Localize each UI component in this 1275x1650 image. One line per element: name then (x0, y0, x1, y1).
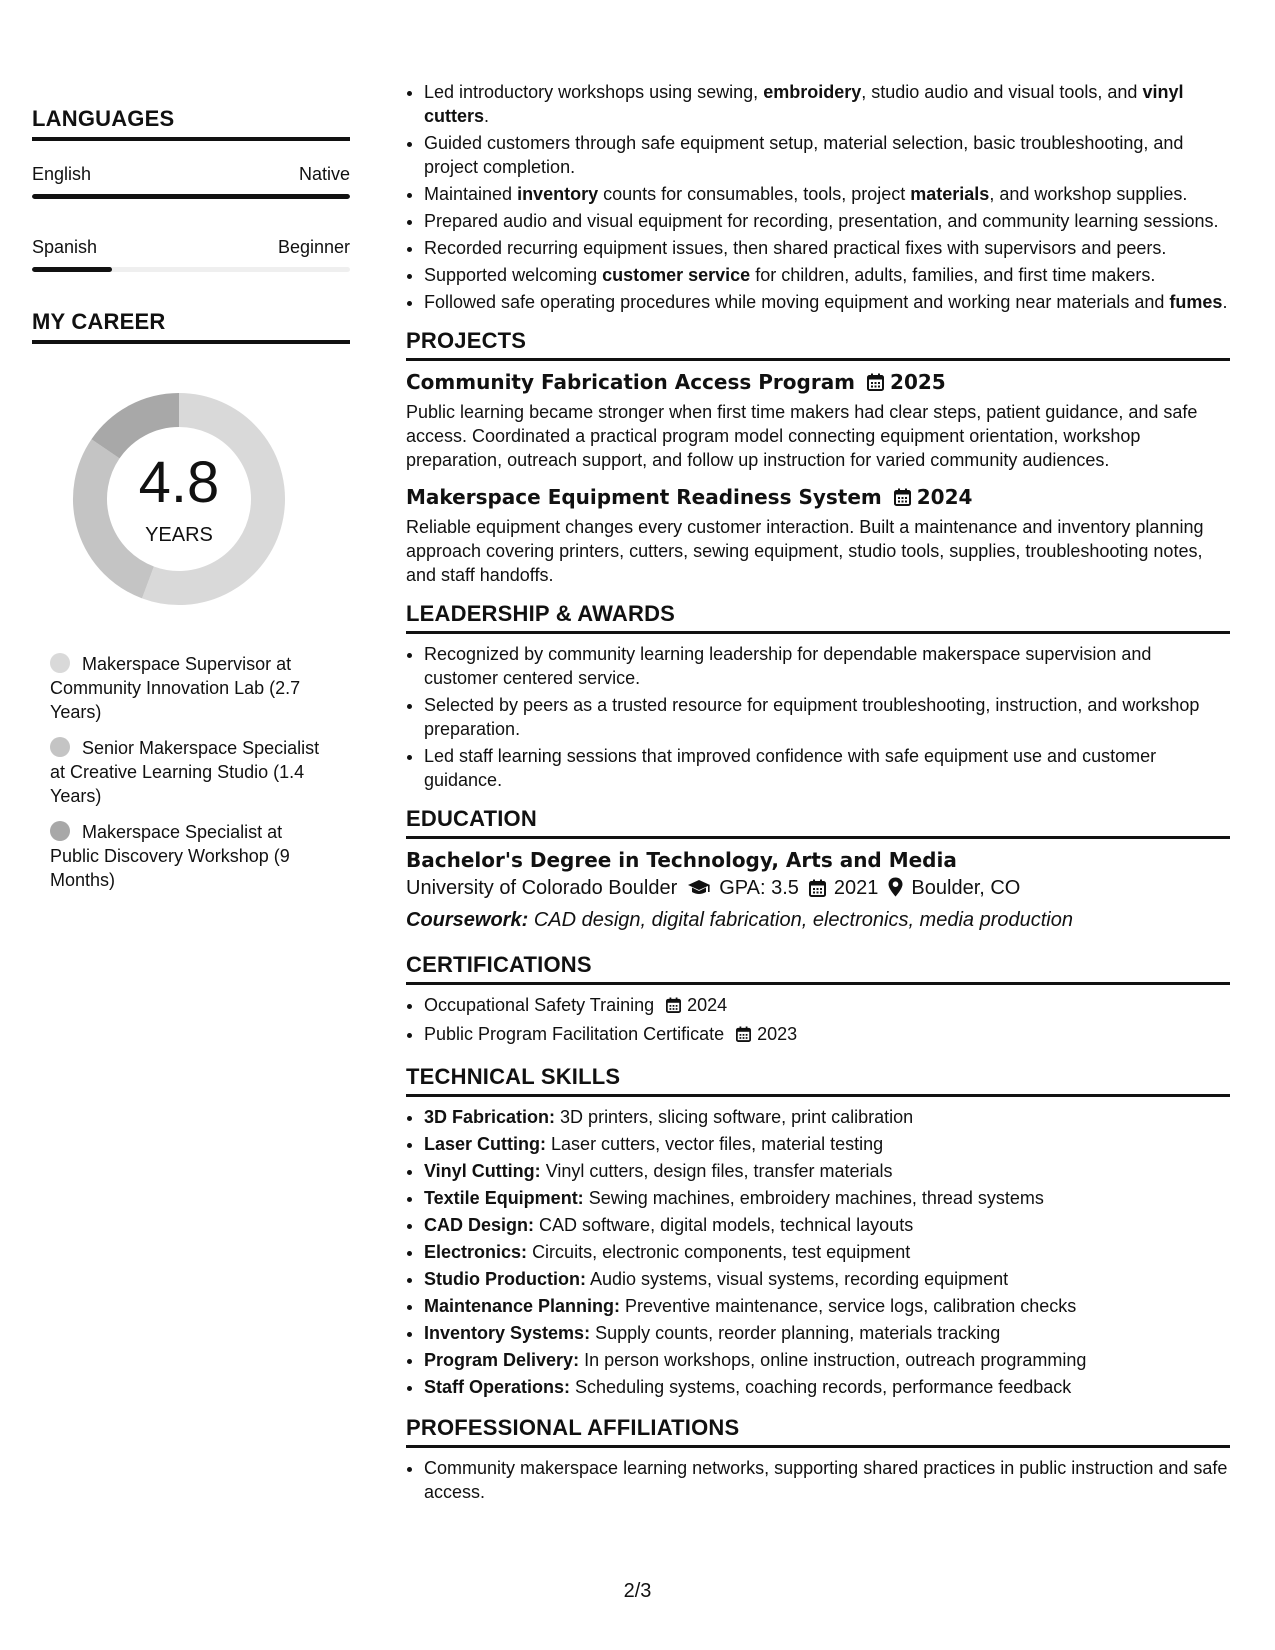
skills-section (406, 1064, 1230, 1399)
leadership-list (406, 642, 1230, 792)
calendar-icon (867, 371, 884, 397)
language-item-english (32, 163, 350, 199)
skill-label: Studio Production: (424, 1269, 586, 1289)
skill-item (424, 1267, 1230, 1291)
legend-dot (50, 821, 70, 841)
education-heading: EDUCATION (406, 806, 1230, 839)
skill-value: In person workshops, online instruction, outreach programming (584, 1350, 1087, 1370)
graduation-year: 2021 (833, 877, 879, 899)
language-proficiency-fill (32, 194, 350, 199)
skill-label: Maintenance Planning: (424, 1296, 621, 1316)
location: Boulder, CO (911, 877, 1021, 899)
project-description: Reliable equipment changes every customer interaction. Built a maintenance and inventory planning approach covering printers, cutters, sewing equipment, studio tools, supplies, troubleshooting notes, and staff handoffs. (406, 517, 1204, 585)
degree-title: Bachelor's Degree in Technology, Arts and Media (406, 848, 957, 872)
skill-label: 3D Fabrication: (424, 1107, 556, 1127)
skill-label: Program Delivery: (424, 1350, 580, 1370)
affiliation-item: • Community makerspace learning networks, supporting shared practices in public instruction and safe access. (424, 1456, 1230, 1504)
project-description: Public learning became stronger when first time makers had clear steps, patient guidance, and safe access. Coordinated a practical program model connecting equipment orientation, workshop preparation, outreach support, and follow up instruction for varied community audiences. (406, 402, 1198, 470)
skill-label: Vinyl Cutting: (424, 1161, 541, 1181)
language-proficiency-bar (32, 194, 350, 199)
coursework-label: Coursework: (406, 909, 529, 931)
calendar-icon (894, 486, 911, 512)
graduation-cap-icon (687, 876, 711, 906)
legend-label: Senior Makerspace Specialist at Creative Learning Studio (1.4 Years) (50, 738, 320, 806)
experience-bullet: • Guided customers through safe equipment setup, material selection, basic troubleshooting, and project completion. (424, 131, 1230, 179)
skill-item (424, 1159, 1230, 1183)
project-title: Makerspace Equipment Readiness System 2024 (406, 484, 1230, 512)
career-donut-chart (64, 384, 294, 614)
experience-bullet: • Supported welcoming customer service for children, adults, families, and first time makers. (424, 263, 1230, 287)
experience-bullet: • Maintained inventory counts for consumables, tools, project materials, and workshop supplies. (424, 182, 1230, 206)
projects-section (406, 328, 1230, 587)
leadership-item: • Led staff learning sessions that improved confidence with safe equipment use and customer guidance. (424, 744, 1230, 792)
experience-bullet: • Followed safe operating procedures while moving equipment and working near materials and fumes. (424, 290, 1230, 314)
skill-value: Supply counts, reorder planning, materials tracking (595, 1323, 1001, 1343)
skill-item (424, 1321, 1230, 1345)
leadership-heading: LEADERSHIP & AWARDS (406, 601, 1230, 634)
affiliations-heading: PROFESSIONAL AFFILIATIONS (406, 1415, 1230, 1448)
coursework (406, 906, 1230, 934)
certification-item: • Public Program Facilitation Certificate 2023 (424, 1022, 1230, 1048)
skill-item (424, 1213, 1230, 1237)
certification-year: 2023 (757, 1024, 798, 1044)
language-proficiency-fill (32, 267, 112, 272)
skill-label: CAD Design: (424, 1215, 535, 1235)
skill-value: CAD software, digital models, technical layouts (539, 1215, 914, 1235)
language-proficiency-bar (32, 267, 350, 272)
certifications-section (406, 952, 1230, 1048)
skill-item (424, 1294, 1230, 1318)
skill-value: Audio systems, visual systems, recording equipment (590, 1269, 1009, 1289)
skill-value: Circuits, electronic components, test equipment (532, 1242, 911, 1262)
skill-item (424, 1186, 1230, 1210)
languages-heading: LANGUAGES (32, 106, 350, 141)
languages-list (32, 163, 350, 272)
leadership-section (406, 601, 1230, 792)
experience-bullets (406, 80, 1230, 314)
skill-item (424, 1105, 1230, 1129)
calendar-icon (666, 995, 681, 1019)
education-section (406, 806, 1230, 934)
skills-list (406, 1105, 1230, 1399)
legend-dot (50, 653, 70, 673)
project-title: Community Fabrication Access Program 2025 (406, 369, 1230, 397)
career-legend-item (50, 736, 330, 808)
career-heading: MY CAREER (32, 309, 350, 344)
skill-label: Laser Cutting: (424, 1134, 547, 1154)
calendar-icon (736, 1024, 751, 1048)
school-name: University of Colorado Boulder (406, 877, 678, 899)
projects-heading: PROJECTS (406, 328, 1230, 361)
language-level: Native (298, 164, 350, 184)
certification-year: 2024 (687, 995, 728, 1015)
skill-value: Vinyl cutters, design files, transfer materials (545, 1161, 893, 1181)
coursework-list: CAD design, digital fabrication, electronics, media production (533, 909, 1073, 931)
project-year: 2024 (916, 485, 973, 509)
main-column (406, 80, 1230, 1507)
skill-value: Laser cutters, vector files, material testing (551, 1134, 884, 1154)
skill-value: 3D printers, slicing software, print calibration (560, 1107, 914, 1127)
sidebar (32, 106, 350, 904)
skills-heading: TECHNICAL SKILLS (406, 1064, 1230, 1097)
location-pin-icon (888, 876, 903, 906)
certifications-heading: CERTIFICATIONS (406, 952, 1230, 985)
career-legend (50, 652, 330, 892)
skill-item (424, 1240, 1230, 1264)
skill-label: Textile Equipment: (424, 1188, 584, 1208)
language-name: Spanish (32, 237, 98, 257)
skill-value: Preventive maintenance, service logs, calibration checks (625, 1296, 1077, 1316)
language-level: Beginner (277, 237, 350, 257)
affiliations-section (406, 1415, 1230, 1504)
gpa: GPA: 3.5 (719, 877, 799, 899)
experience-bullet: • Prepared audio and visual equipment for recording, presentation, and community learning sessions. (424, 209, 1230, 233)
leadership-item: • Recognized by community learning leadership for dependable makerspace supervision and customer centered service. (424, 642, 1230, 690)
skill-label: Electronics: (424, 1242, 528, 1262)
affiliations-list (406, 1456, 1230, 1504)
skill-value: Scheduling systems, coaching records, performance feedback (575, 1377, 1072, 1397)
experience-bullet: • Led introductory workshops using sewing, embroidery, studio audio and visual tools, and vinyl cutters. (424, 80, 1230, 128)
career-legend-item (50, 652, 330, 724)
certifications-list (406, 993, 1230, 1048)
skill-item (424, 1375, 1230, 1399)
page-number: 2/3 (623, 1580, 652, 1602)
certification-item: • Occupational Safety Training 2024 (424, 993, 1230, 1019)
project-year: 2025 (890, 370, 946, 394)
skill-label: Inventory Systems: (424, 1323, 591, 1343)
skill-value: Sewing machines, embroidery machines, thread systems (588, 1188, 1044, 1208)
language-item-spanish (32, 236, 350, 272)
language-name: English (32, 164, 92, 184)
skill-item (424, 1348, 1230, 1372)
legend-dot (50, 737, 70, 757)
legend-label: Makerspace Supervisor at Community Innovation Lab (2.7 Years) (50, 654, 301, 722)
career-legend-item (50, 820, 330, 892)
education-meta (406, 873, 1230, 906)
career-total-unit: YEARS (145, 524, 213, 546)
experience-bullet: • Recorded recurring equipment issues, then shared practical fixes with supervisors and peers. (424, 236, 1230, 260)
career-total-value: 4.8 (138, 450, 220, 515)
leadership-item: • Selected by peers as a trusted resource for equipment troubleshooting, instruction, and workshop preparation. (424, 693, 1230, 741)
skill-item (424, 1132, 1230, 1156)
skill-label: Staff Operations: (424, 1377, 571, 1397)
calendar-icon (809, 876, 826, 906)
legend-label: Makerspace Specialist at Public Discovery Workshop (9 Months) (50, 822, 290, 890)
